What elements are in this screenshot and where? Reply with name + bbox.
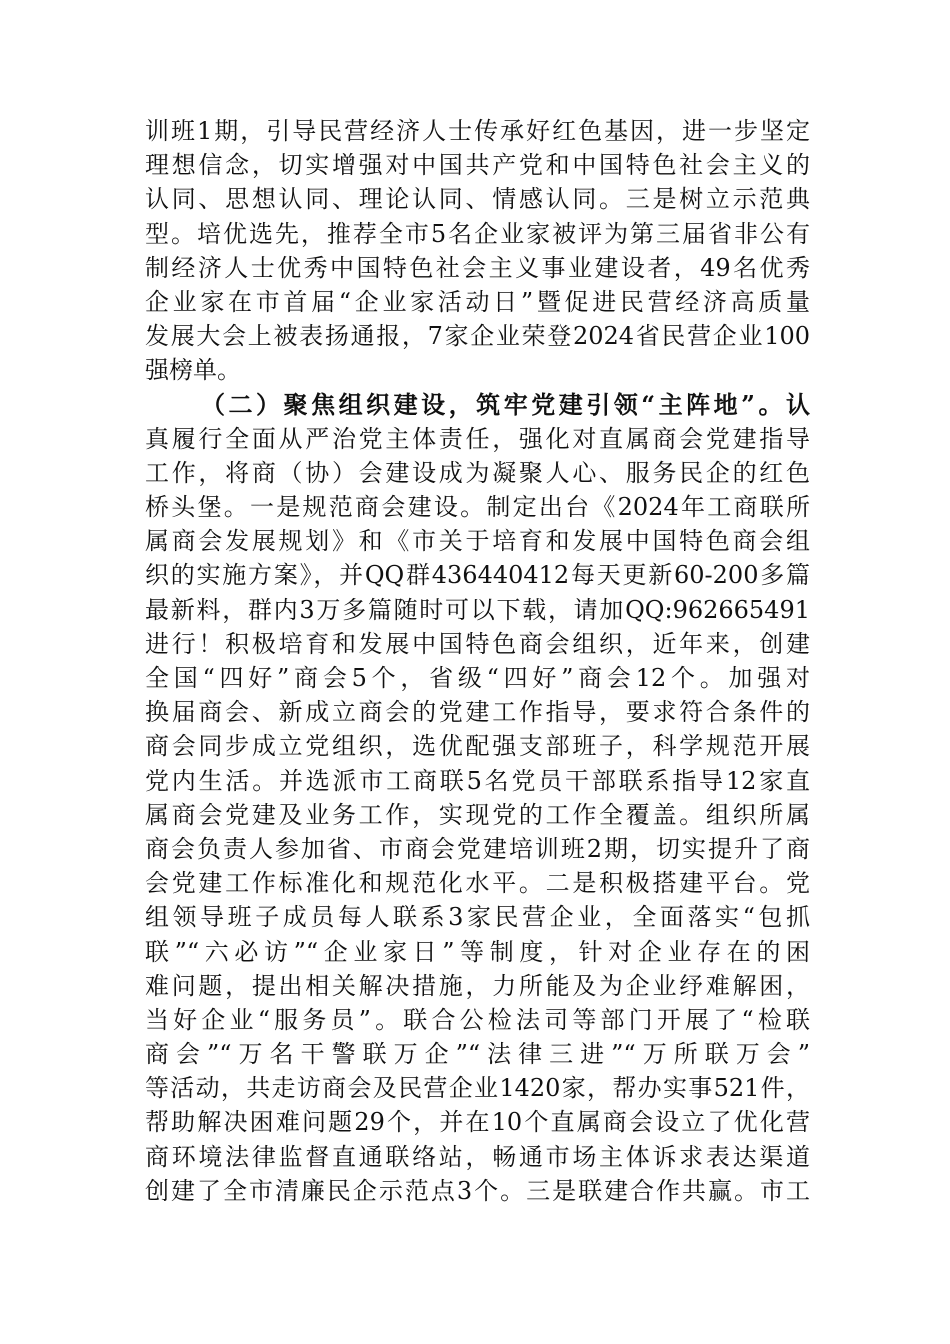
paragraph-end-line: 强榜单。 — [145, 356, 241, 385]
text-line: 全国“四好”商会5个，省级“四好”商会12个。加强对 — [145, 664, 810, 692]
text-line: 属商会党建及业务工作，实现党的工作全覆盖。组织所属 — [145, 800, 810, 829]
text-line: 型。培优选先，推荐全市5名企业家被评为第三届省非公有 — [145, 219, 810, 248]
text-line: 桥头堡。一是规范商会建设。制定出台《2024年工商联所 — [145, 493, 810, 522]
text-line: 织的实施方案》，并QQ群436440412每天更新60-200多篇 — [145, 561, 810, 590]
text-line: 组领导班子成员每人联系3家民营企业，全面落实“包抓 — [145, 903, 810, 932]
text-line: 换届商会、新成立商会的党建工作指导，要求符合条件的 — [145, 698, 810, 727]
section-heading-line: （二）聚焦组织建设，筑牢党建引领“主阵地”。认 — [201, 389, 810, 419]
text-line: 会党建工作标准化和规范化水平。二是积极搭建平台。党 — [145, 869, 810, 898]
text-line: 等活动，共走访商会及民营企业1420家，帮办实事521件， — [145, 1074, 810, 1103]
text-line: 当好企业“服务员”。联合公检法司等部门开展了“检联 — [145, 1005, 810, 1034]
text-line: 商会”“万名干警联万企”“法律三进”“万所联万会” — [145, 1040, 810, 1069]
text-line: 训班1期，引导民营经济人士传承好红色基因，进一步坚定 — [145, 117, 810, 145]
text-line: 真履行全面从严治党主体责任，强化对直属商会党建指导 — [145, 424, 810, 453]
text-line: 帮助解决困难问题29个，并在10个直属商会设立了优化营 — [145, 1108, 810, 1137]
text-line: 党内生活。并选派市工商联5名党员干部联系指导12家直 — [145, 766, 810, 795]
text-line: 发展大会上被表扬通报，7家企业荣登2024省民营企业100 — [145, 322, 810, 351]
text-line: 联”“六必访”“企业家日”等制度，针对企业存在的困 — [145, 937, 810, 966]
text-line: 企业家在市首届“企业家活动日”暨促进民营经济高质量 — [145, 287, 810, 316]
text-line: 商会负责人参加省、市商会党建培训班2期，切实提升了商 — [145, 834, 810, 863]
body-text — [145, 114, 810, 1208]
text-line: 进行！积极培育和发展中国特色商会组织，近年来，创建 — [145, 629, 810, 658]
text-line: 最新料，群内3万多篇随时可以下载，请加QQ:962665491 — [145, 595, 810, 624]
text-line: 商会同步成立党组织，选优配强支部班子，科学规范开展 — [145, 732, 810, 761]
text-line: 商环境法律监督直通联络站，畅通市场主体诉求表达渠道 — [145, 1142, 810, 1171]
text-line: 属商会发展规划》和《市关于培育和发展中国特色商会组 — [145, 527, 810, 556]
text-line: 认同、思想认同、理论认同、情感认同。三是树立示范典 — [145, 185, 810, 214]
text-line: 制经济人士优秀中国特色社会主义事业建设者，49名优秀 — [145, 253, 810, 282]
text-line: 理想信念，切实增强对中国共产党和中国特色社会主义的 — [145, 151, 810, 180]
text-line: 工作，将商（协）会建设成为凝聚人心、服务民企的红色 — [145, 458, 810, 487]
text-line: 创建了全市清廉民企示范点3个。三是联建合作共赢。市工 — [145, 1176, 810, 1205]
text-line: 难问题，提出相关解决措施，力所能及为企业纾难解困， — [145, 971, 810, 1000]
